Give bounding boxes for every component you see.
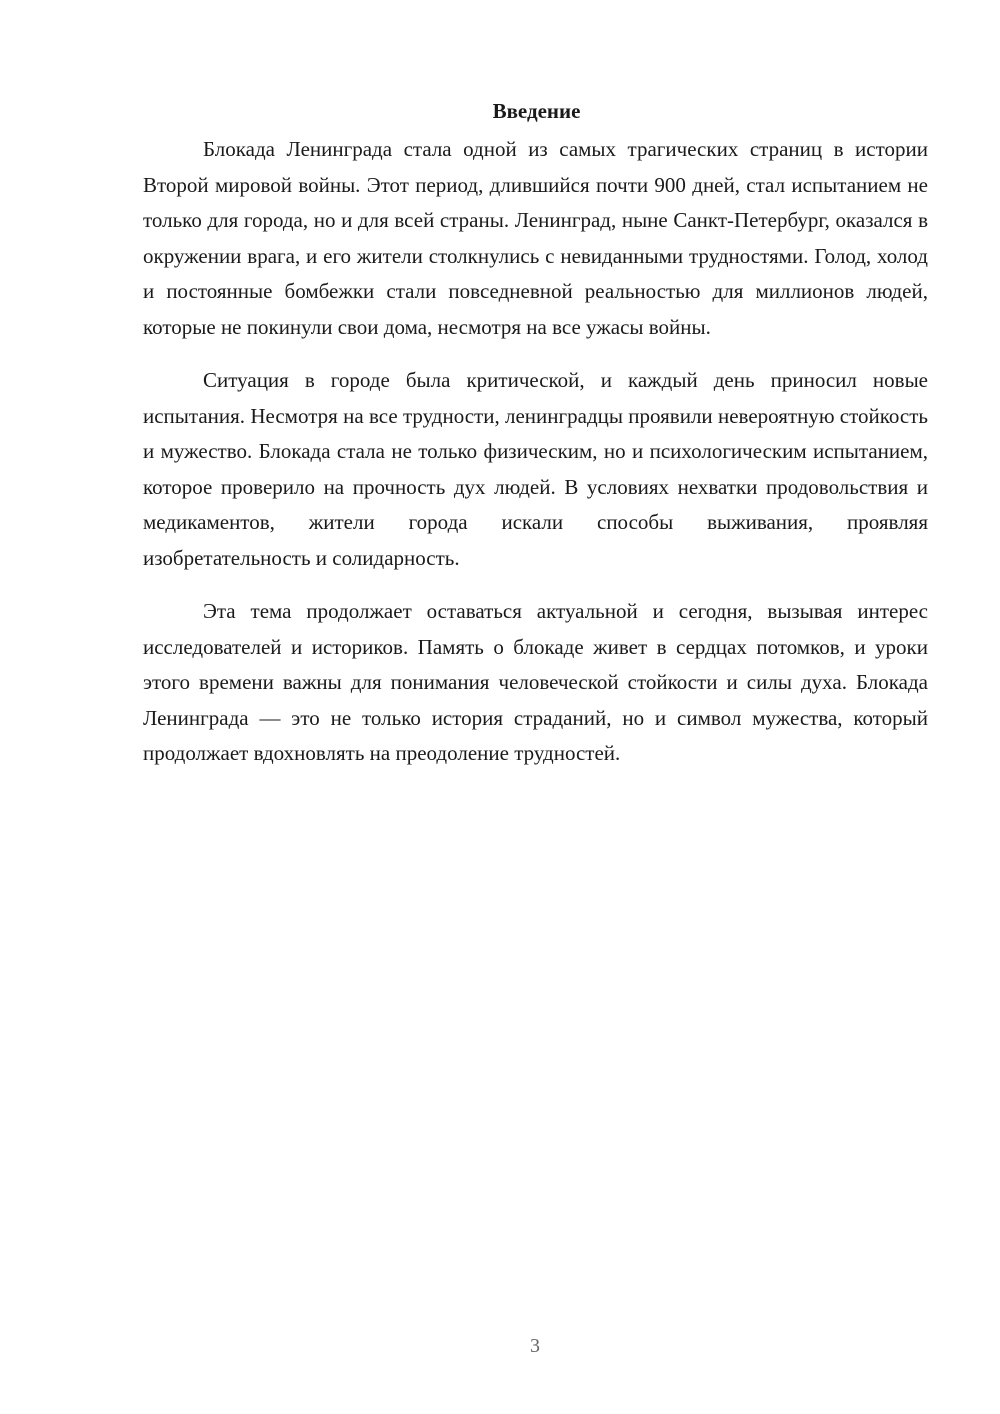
paragraph-2: Ситуация в городе была критической, и каждый день приносил новые испытания. Несмотря на все трудности, ленинградцы проявили невероятную стойкость и мужество. Блокада стала не только физическим, но и психологическим испытанием, которое проверило на прочность дух людей. В условиях нехватки продовольствия и медикаментов, жители города искали способы выживания, проявляя изобретательность и солидарность. bbox=[143, 368, 928, 570]
page-number: 3 bbox=[530, 1335, 540, 1357]
paragraph-1: Блокада Ленинграда стала одной из самых трагических страниц в истории Второй мировой войны. Этот период, длившийся почти 900 дней, стал испытанием не только для города, но и для всей страны. Ленинград, ныне Санкт-Петербург, оказался в окружении врага, и его жители столкнулись с невиданными трудностями. Голод, холод и постоянные бомбежки стали повседневной реальностью для миллионов людей, которые не покинули свои дома, несмотря на все ужасы войны. bbox=[143, 137, 928, 339]
paragraph-3: Эта тема продолжает оставаться актуальной и сегодня, вызывая интерес исследователей и историков. Память о блокаде живет в сердцах потомков, и уроки этого времени важны для понимания человеческой стойкости и силы духа. Блокада Ленинграда — это не только история страданий, но и символ мужества, который продолжает вдохновлять на преодоление трудностей. bbox=[143, 599, 928, 765]
page-content bbox=[143, 96, 928, 790]
section-heading: Введение bbox=[492, 99, 581, 123]
